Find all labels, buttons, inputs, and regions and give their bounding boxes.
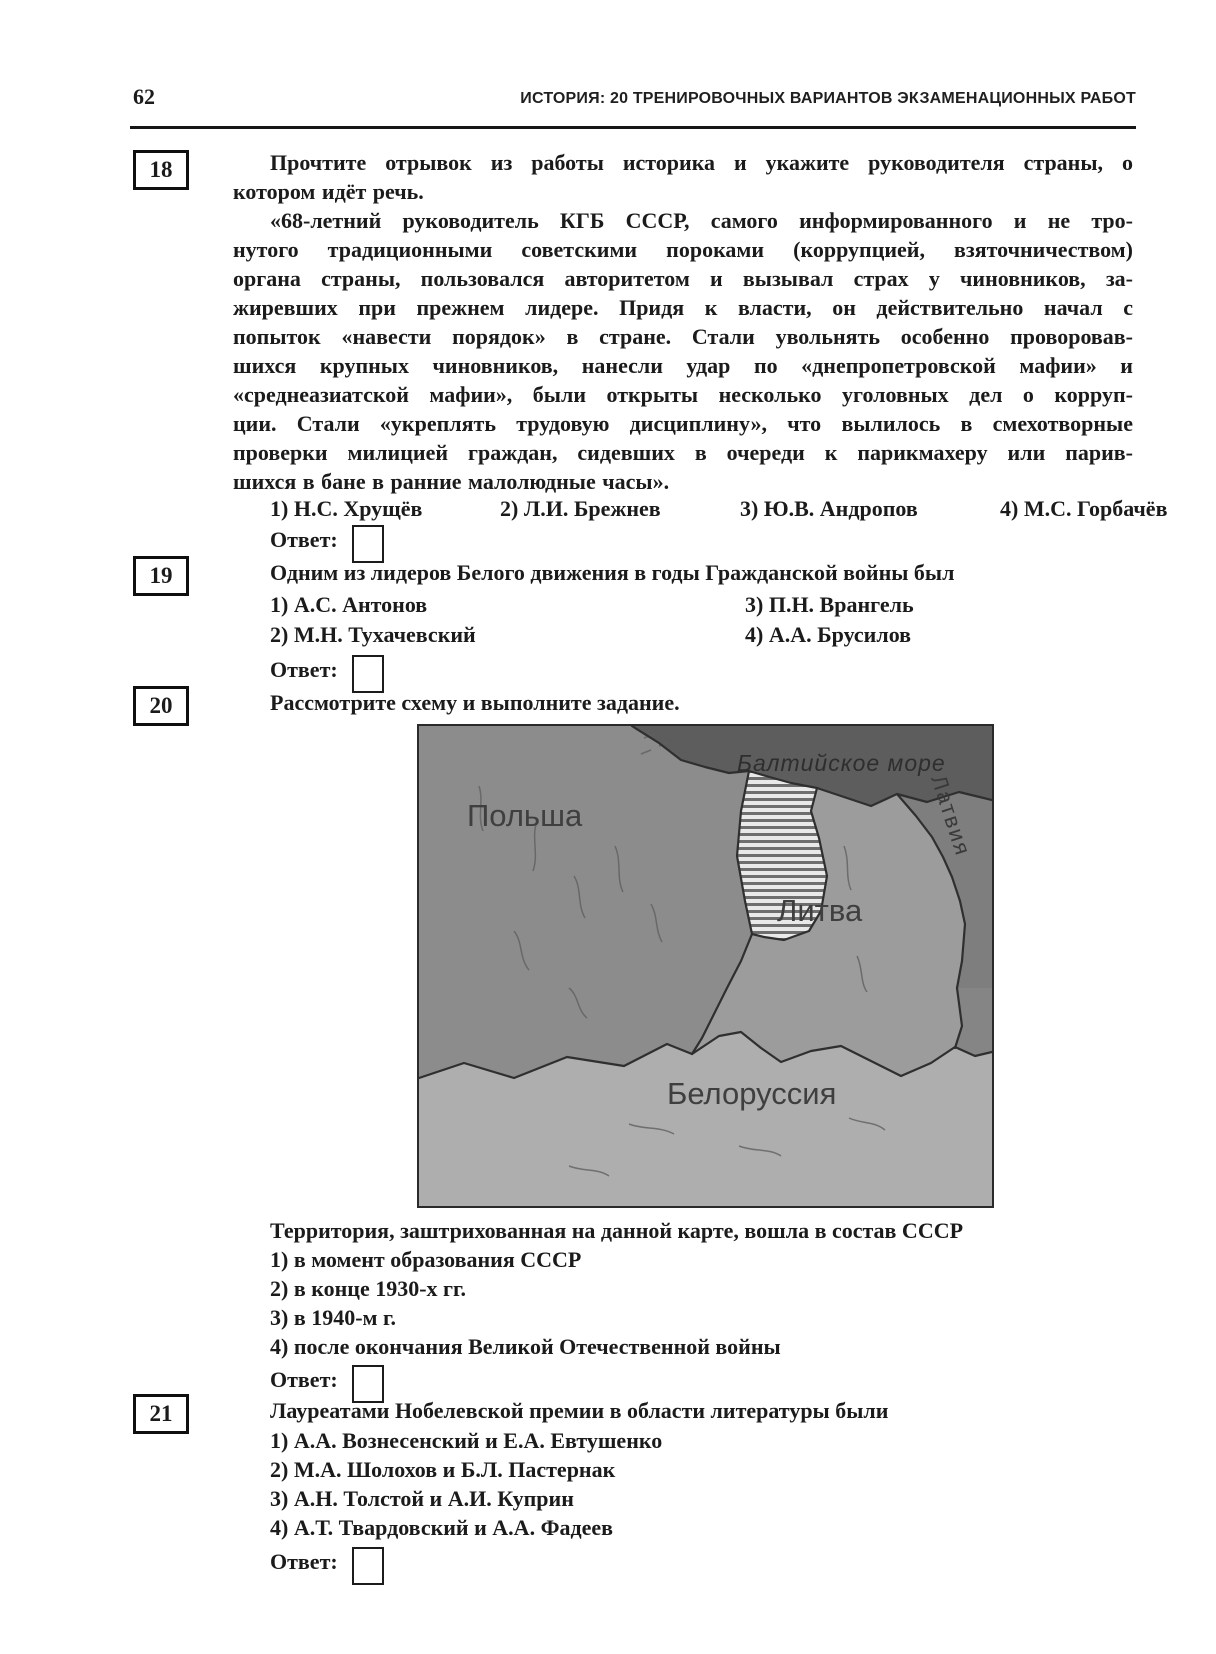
q21-question: Лауреатами Нобелевской премии в области литературы были: [270, 1398, 889, 1423]
q19-answer-label: Ответ:: [270, 657, 338, 682]
q20-instruction: Рассмотрите схему и выполните задание.: [270, 690, 680, 715]
q19-option-2: 2) М.Н. Тухачевский: [270, 622, 476, 647]
q19-answer-row: [270, 648, 384, 692]
page-number: 62: [133, 84, 155, 109]
q18-options: [270, 494, 1200, 523]
q18-line: проверки милицией граждан, сидевших в очереди к парикмахеру или парив-: [233, 440, 1133, 465]
q18-option-2: 2) Л.И. Брежнев: [500, 496, 661, 521]
question-number-21: 21: [149, 1401, 173, 1426]
q18-answer-label: Ответ:: [270, 527, 338, 552]
q18-line: Прочтите отрывок из работы историка и укажите руководителя страны, о: [270, 150, 1133, 175]
q18-option-4: 4) М.С. Горбачёв: [1000, 496, 1168, 521]
q19-option-4: 4) А.А. Брусилов: [745, 622, 912, 647]
q21-option-1: 1) А.А. Вознесенский и Е.А. Евтушенко: [270, 1428, 663, 1453]
map-region-poland: [419, 726, 752, 1078]
q18-option-3: 3) Ю.В. Андропов: [740, 496, 918, 521]
question-number-18: 18: [149, 157, 173, 182]
running-header: ИСТОРИЯ: 20 ТРЕНИРОВОЧНЫХ ВАРИАНТОВ ЭКЗАМЕНАЦИОННЫХ РАБОТ: [520, 90, 1136, 107]
map-label-baltic-sea: Балтийское море: [737, 750, 946, 776]
q20-answer-label: Ответ:: [270, 1367, 338, 1392]
map-label-belarus: Белоруссия: [667, 1076, 837, 1111]
q20-option-1: 1) в момент образования СССР: [270, 1247, 582, 1272]
q19-option-3: 3) П.Н. Врангель: [745, 592, 914, 617]
header-rule: [130, 126, 1136, 129]
q21-answer-label: Ответ:: [270, 1549, 338, 1574]
q18-line: жиревших при прежнем лидере. Придя к власти, он действительно начал с: [233, 295, 1133, 320]
map-label-lithuania: Литва: [777, 893, 863, 928]
q18-line: попыток «навести порядок» в стране. Стали увольнять особенно проворовав-: [233, 324, 1133, 349]
q18-text: [233, 148, 1133, 496]
q20-question: Территория, заштрихованная на данной карте, вошла в состав СССР: [270, 1218, 964, 1243]
q20-option-3: 3) в 1940-м г.: [270, 1305, 397, 1330]
q18-line: шихся крупных чиновников, нанесли удар по «днепропетровской мафии» и: [233, 353, 1133, 378]
q21-answer-box: [352, 1547, 384, 1585]
q18-line: «среднеазиатской мафии», были открыты несколько уголовных дел о корруп-: [233, 382, 1133, 407]
question-number-box-18: [133, 150, 189, 190]
q19-option-1: 1) А.С. Антонов: [270, 592, 428, 617]
q19-options-row-2: [270, 620, 1200, 649]
q18-line: нутого традиционными советскими пороками (коррупцией, взяточничеством): [233, 237, 1133, 262]
q21-option-2: 2) М.А. Шолохов и Б.Л. Пастернак: [270, 1457, 616, 1482]
map-svg: [419, 726, 992, 1206]
map-scheme: [417, 724, 994, 1208]
q21-option-3: 3) А.Н. Толстой и А.И. Куприн: [270, 1486, 574, 1511]
q21-option-4: 4) А.Т. Твардовский и А.А. Фадеев: [270, 1515, 613, 1540]
question-number-19: 19: [149, 563, 173, 588]
map-label-poland: Польша: [467, 798, 583, 833]
q18-line: органа страны, пользовался авторитетом и вызывал страх у чиновников, за-: [233, 266, 1133, 291]
q20-option-4: 4) после окончания Великой Отечественной войны: [270, 1334, 781, 1359]
q18-line: «68-летний руководитель КГБ СССР, самого информированного и не тро-: [270, 208, 1133, 233]
map-label-latvia: Латвия: [926, 771, 977, 860]
q19-options-row-1: [270, 590, 1200, 619]
q19-question: Одним из лидеров Белого движения в годы Гражданской войны был: [270, 560, 955, 585]
question-number-box-20: [133, 686, 189, 726]
q18-line: котором идёт речь.: [233, 179, 424, 204]
q21-answer-row: [270, 1540, 384, 1584]
q18-option-1: 1) Н.С. Хрущёв: [270, 496, 423, 521]
q18-answer-row: [270, 518, 384, 562]
question-number-box-21: [133, 1394, 189, 1434]
question-number-box-19: [133, 556, 189, 596]
question-number-20: 20: [149, 693, 173, 718]
q20-option-2: 2) в конце 1930-х гг.: [270, 1276, 467, 1301]
q18-line: шихся в бане в ранние малолюдные часы».: [233, 469, 670, 494]
q18-line: ции. Стали «укреплять трудовую дисциплину», что вылилось в смехотворные: [233, 411, 1133, 436]
